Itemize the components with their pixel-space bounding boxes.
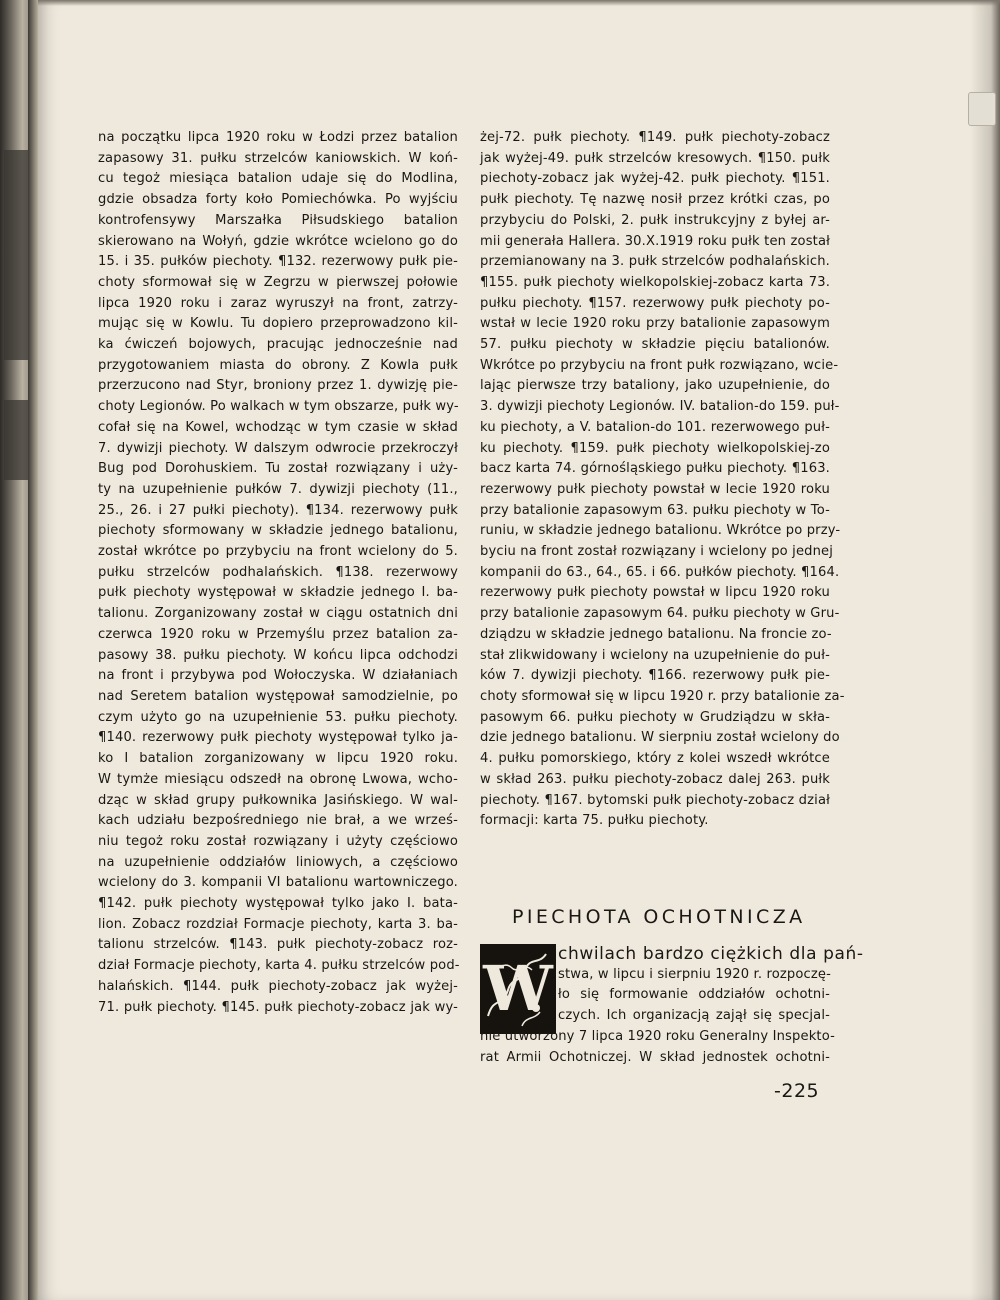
text-line: talionu strzelców. ¶143. pułk piechoty-zobacz roz- (98, 937, 458, 953)
text-line: ka ćwiczeń bojowych, pracując jednocześnie nad (98, 337, 458, 353)
intro-lead-line: chwilach bardzo ciężkich dla pań- (558, 944, 864, 964)
text-line: bacz karta 74. górnośląskiego pułku piechoty. ¶163. (480, 461, 830, 477)
text-line: pasowy 38. pułku piechoty. W końcu lipca odchodzi (98, 647, 458, 663)
text-line: rezerwowy pułk piechoty powstał w lecie 1920 roku (480, 481, 830, 497)
text-line: został wkrótce po przybyciu na front wcielony do 5. (98, 544, 458, 560)
adjacent-page-photo (4, 150, 28, 360)
text-line: piechoty sformowany w składzie jednego batalionu, (98, 523, 458, 539)
text-line: żej-72. pułk piechoty. ¶149. pułk piechoty-zobacz (480, 130, 830, 145)
text-line: na front i przybywa pod Wołoczyska. W działaniach (98, 668, 458, 684)
intro-line: rat Armii Ochotniczej. W skład jednostek ochotni- (480, 1049, 830, 1065)
text-line: runiu, w składzie jednego batalionu. Wkrótce po przy- (480, 523, 841, 539)
text-line: lipca 1920 roku i zaraz wyruszył na front, zatrzy- (98, 295, 458, 311)
page-top-shadow (38, 0, 1000, 6)
text-line: pułk piechoty. Tę nazwę nosił przez krótki czas, po (480, 192, 830, 208)
text-line: ku piechoty. ¶159. pułk piechoty wielkopolskiej-zo (480, 440, 830, 456)
page-edge-shadow (970, 0, 1000, 1300)
text-line: nad Seretem batalion występował samodzielnie, po (98, 688, 458, 704)
text-line: na początku lipca 1920 roku w Łodzi przez batalion (98, 130, 458, 145)
text-line: rezerwowy pułk piechoty powstał w lipcu 1920 roku (480, 585, 830, 601)
text-line: czym użyto go na uzupełnienie 53. pułku piechoty. (98, 709, 458, 725)
text-line: ¶140. rezerwowy pułk piechoty występował tylko ja- (98, 730, 458, 746)
text-line: ty na uzupełnienie pułków 7. dywizji piechoty (11., (98, 481, 458, 497)
intro-line: czych. Ich organizacją zajął się specjal- (558, 1008, 830, 1024)
text-line: jak wyżej-49. pułk strzelców kresowych. ¶150. pułk (480, 150, 830, 166)
text-line: choty sformował się w lipcu 1920 r. przy batalionie za- (480, 688, 845, 704)
text-line: stał zlikwidowany i wcielony na uzupełnienie do puł- (480, 647, 830, 663)
text-line: wcielony do 3. kompanii VI batalionu wartowniczego. (98, 875, 458, 891)
text-line: przy batalionie zapasowym 64. pułku piechoty w Gru- (480, 606, 840, 622)
text-line: dząc w skład grupy pułkownika Jasińskiego. W wal- (98, 792, 458, 808)
text-line: mii generała Hallera. 30.X.1919 roku pułk ten został (480, 233, 830, 249)
text-line: 3. dywizji piechoty Legionów. IV. batalion-do 159. puł- (480, 399, 840, 415)
text-line: kach udziału bezpośredniego nie brał, a we wrześ- (98, 813, 458, 829)
text-line: dzie jednego batalionu. W sierpniu został wcielony do (480, 730, 840, 746)
text-line: piechoty-zobacz jak wyżej-42. pułk piechoty. ¶151. (480, 171, 830, 187)
text-line: na uzupełnienie oddziałów liniowych, a częściowo (98, 854, 458, 870)
text-line: lając pierwsze trzy bataliony, jako uzupełnienie, do (480, 378, 830, 394)
text-line: choty sformował się w Zegrzu w pierwszej połowie (98, 274, 458, 290)
text-line: gdzie obsadza forty koło Pomiechówka. Po wyjściu (98, 192, 458, 208)
page-number: -225 (774, 1080, 820, 1102)
section-intro-indented (558, 944, 864, 1027)
text-line: choty Legionów. Po walkach w tym obszarze, pułk wy- (98, 399, 459, 415)
text-line: pasowym 66. pułku piechoty w Grudziądzu w skła- (480, 709, 830, 725)
text-line: formacji: karta 75. pułku piechoty. (480, 813, 709, 829)
text-line: piechoty. ¶167. bytomski pułk piechoty-zobacz dział (480, 792, 830, 808)
drop-cap-initial (480, 944, 556, 1034)
drop-cap-letter: W (483, 952, 553, 1025)
text-line: niu tegoż roku został rozwiązany i użyty częściowo (98, 833, 458, 849)
text-line: ¶155. pułk piechoty wielkopolskiej-zobacz karta 73. (480, 274, 830, 290)
section-intro-full (480, 1027, 835, 1068)
text-line: cu tegoż miesiąca batalion udaje się do Modlina, (98, 171, 458, 187)
adjacent-page-photo (4, 400, 28, 480)
text-line: lion. Zobacz rozdział Formacje piechoty, karta 3. ba- (98, 916, 458, 932)
text-line: przemianowany na 3. pułk strzelców podhalańskich. (480, 254, 830, 270)
text-line: ku piechoty, a V. batalion-do 101. rezerwowego puł- (480, 419, 830, 435)
page-tab-marker (968, 92, 996, 126)
text-line: talionu. Zorganizowany został w ciągu ostatnich dni (98, 606, 458, 622)
text-line: skierowano na Wołyń, gdzie wkrótce wcielono go do (98, 233, 458, 249)
text-line: czerwca 1920 roku w Przemyślu przez batalion za- (98, 626, 458, 642)
text-line: zapasowy 31. pułku strzelców kaniowskich. W koń- (98, 150, 458, 166)
text-line: pułku piechoty. ¶157. rezerwowy pułk piechoty po- (480, 295, 830, 311)
intro-line: ło się formowanie oddziałów ochotni- (558, 987, 830, 1003)
text-line: w skład 263. pułku piechoty-zobacz dalej 263. pułk (480, 771, 830, 787)
text-line: ¶142. pułk piechoty występował tylko jako I. bata- (98, 896, 458, 912)
text-line: halańskich. ¶144. pułk piechoty-zobacz jak wyżej- (98, 978, 458, 994)
text-line: pułku strzelców podhalańskich. ¶138. rezerwowy (98, 564, 458, 580)
text-line: kompanii do 63., 64., 65. i 66. pułków piechoty. ¶164. (480, 564, 840, 580)
text-line: byciu na front został rozwiązany i wcielony po jednej (480, 544, 834, 560)
text-line: kontrofensywy Marszałka Piłsudskiego batalion (98, 212, 458, 228)
section-title: PIECHOTA OCHOTNICZA (512, 906, 806, 928)
text-line: Wkrótce po przybyciu na front pułk rozwiązano, wcie- (480, 357, 839, 373)
text-line: Bug pod Dorohuskiem. Tu został rozwiązany i uży- (98, 461, 458, 477)
text-line: 7. dywizji piechoty. W dalszym odwrocie przekroczył (98, 440, 458, 456)
text-line: cofał się na Kowel, wchodząc w tym czasie w skład (98, 419, 458, 435)
text-line: ko I batalion zorganizowany w lipcu 1920 roku. (98, 751, 458, 767)
text-line: W tymże miesiącu odszedł na obronę Lwowa, wcho- (98, 771, 458, 787)
text-line: przy batalionie zapasowym 63. pułku piechoty w To- (480, 502, 830, 518)
text-line: 71. pułk piechoty. ¶145. pułk piechoty-zobacz jak wy- (98, 999, 458, 1015)
text-line: ków 7. dywizji piechoty. ¶166. rezerwowy pułk pie- (480, 668, 830, 684)
intro-line: stwa, w lipcu i sierpniu 1920 r. rozpoczę- (558, 966, 831, 982)
right-text-column (480, 128, 845, 832)
text-line: wstał w lecie 1920 roku przy batalionie zapasowym (480, 316, 830, 332)
text-line: dział Formacje piechoty, karta 4. pułku strzelców pod- (98, 958, 460, 974)
intro-line: nie utworzony 7 lipca 1920 roku Generalny Inspekto- (480, 1029, 835, 1044)
text-line: przybyciu do Polski, 2. pułk instrukcyjny z byłej ar- (480, 212, 830, 228)
text-line: 57. pułku piechoty w składzie pięciu batalionów. (480, 337, 830, 353)
text-line: pułk piechoty występował w składzie jednego I. ba- (98, 585, 458, 601)
text-line: 4. pułku pomorskiego, który z kolei wszedł wkrótce (480, 751, 830, 767)
text-line: dziądzu w składzie jednego batalionu. Na froncie zo- (480, 626, 832, 642)
text-line: przerzucono nad Styr, broniony przez 1. dywizję pie- (98, 378, 458, 394)
text-line: 15. i 35. pułków piechoty. ¶132. rezerwowy pułk pie- (98, 254, 458, 270)
text-line: 25., 26. i 27 pułki piechoty). ¶134. rezerwowy pułk (98, 502, 458, 518)
text-line: przygotowaniem miasta do obrony. Z Kowla pułk (98, 357, 458, 373)
text-line: mując się w Kowlu. Tu dopiero przeprowadzono kil- (98, 316, 458, 332)
left-text-column (98, 128, 458, 1018)
